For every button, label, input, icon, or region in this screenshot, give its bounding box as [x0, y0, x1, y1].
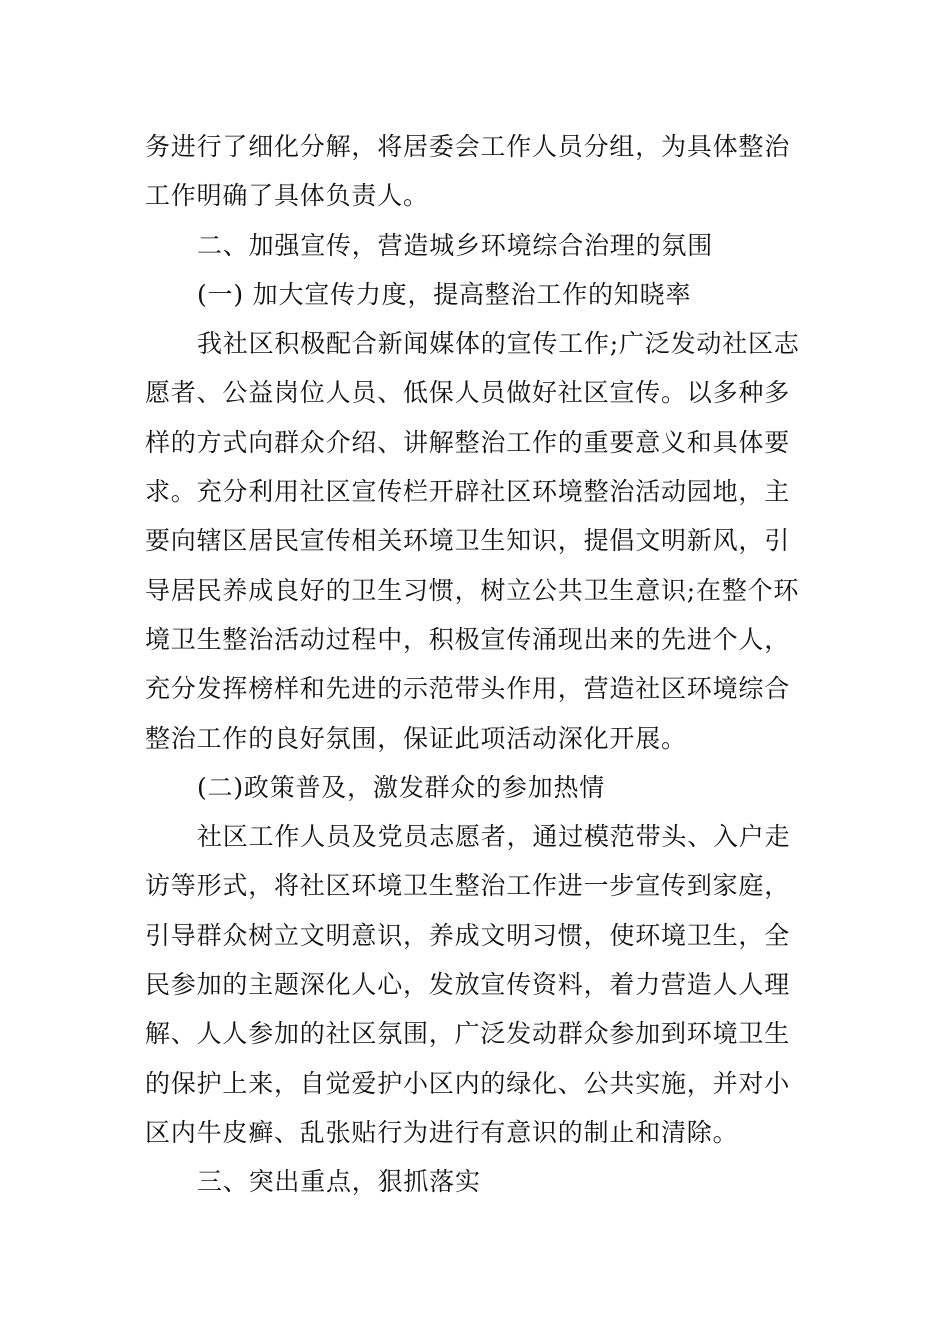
text-line: 境卫生整治活动过程中，积极宣传涌现出来的先进个人，	[145, 624, 791, 654]
heading-text: 二、加强宣传，营造城乡环境综合治理的氛围	[197, 230, 714, 260]
subsection-heading-2-1	[145, 270, 810, 319]
paragraph-policy	[145, 812, 810, 1157]
subsection-heading-2-2	[145, 763, 810, 812]
text-line: 我社区积极配合新闻媒体的宣传工作;广泛发动社区志	[197, 329, 800, 359]
text-line: 民参加的主题深化人心，发放宣传资料，着力营造人人理	[145, 970, 791, 1000]
subheading-text: (一) 加大宣传力度，提高整治工作的知晓率	[197, 279, 692, 309]
text-line: 愿者、公益岗位人员、低保人员做好社区宣传。以多种多	[145, 378, 791, 408]
text-line: 样的方式向群众介绍、讲解整治工作的重要意义和具体要	[145, 427, 791, 457]
text-line: 整治工作的良好氛围，保证此项活动深化开展。	[145, 723, 687, 753]
text-line: 的保护上来，自觉爱护小区内的绿化、公共实施，并对小	[145, 1068, 791, 1098]
text-line: 工作明确了具体负责人。	[145, 181, 429, 211]
text-line: 解、人人参加的社区氛围，广泛发动群众参加到环境卫生	[145, 1019, 791, 1049]
text-line: 充分发挥榜样和先进的示范带头作用，营造社区环境综合	[145, 674, 791, 704]
text-line: 引导群众树立文明意识，养成文明习惯，使环境卫生，全	[145, 920, 791, 950]
text-line: 求。充分利用社区宣传栏开辟社区环境整治活动园地，主	[145, 477, 791, 507]
paragraph-continuation	[145, 122, 810, 221]
text-line: 务进行了细化分解，将居委会工作人员分组，为具体整治	[145, 132, 791, 161]
subheading-text: (二)政策普及，激发群众的参加热情	[197, 772, 606, 802]
section-heading-3	[145, 1157, 810, 1206]
text-line: 社区工作人员及党员志愿者，通过模范带头、入户走	[197, 822, 791, 852]
text-line: 导居民养成良好的卫生习惯，树立公共卫生意识;在整个环	[145, 575, 800, 605]
section-heading-2	[145, 221, 810, 270]
heading-text: 三、突出重点，狠抓落实	[197, 1167, 481, 1197]
text-line: 访等形式，将社区环境卫生整治工作进一步宣传到家庭，	[145, 871, 791, 901]
document-body	[145, 122, 810, 1207]
paragraph-publicity	[145, 319, 810, 763]
text-line: 区内牛皮癣、乱张贴行为进行有意识的制止和清除。	[145, 1117, 739, 1147]
text-line: 要向辖区居民宣传相关环境卫生知识，提倡文明新风，引	[145, 526, 791, 556]
